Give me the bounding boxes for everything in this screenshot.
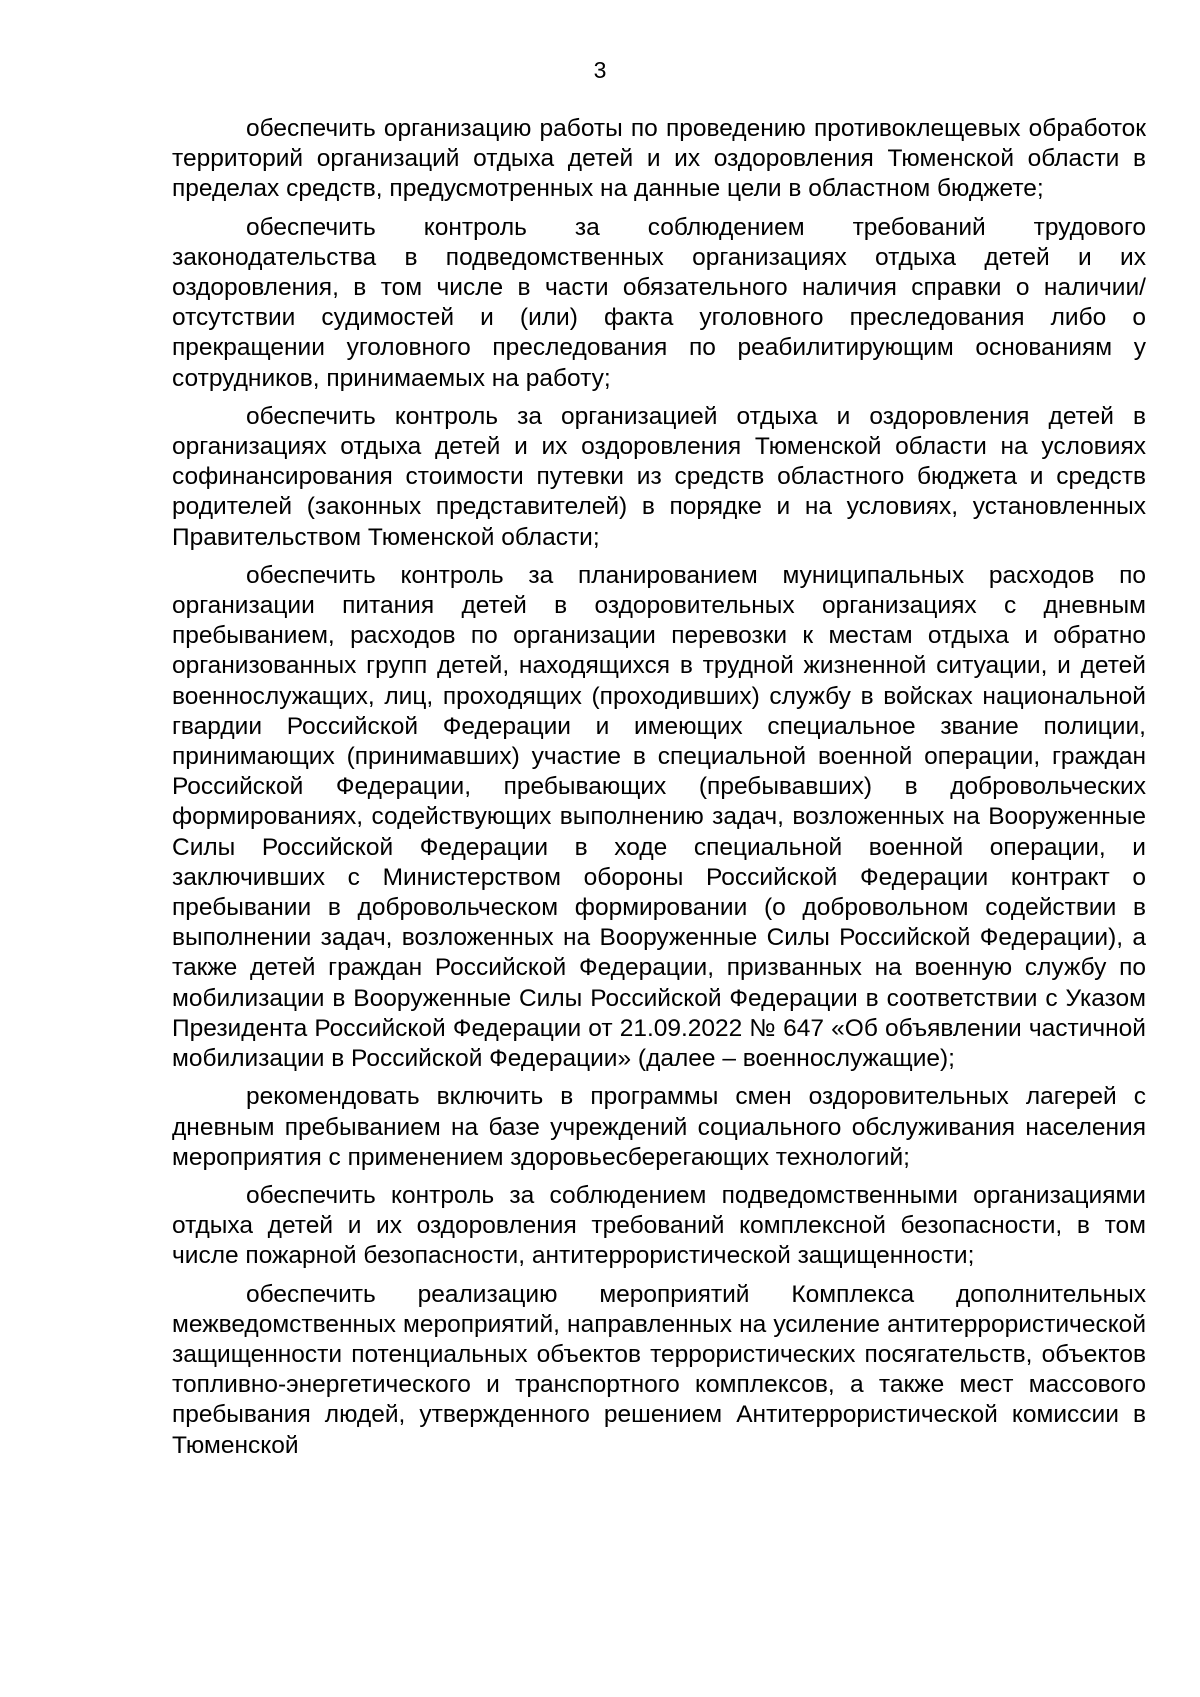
paragraph-municipal-expenses-control: обеспечить контроль за планированием муниципальных расходов по организации питания детей в оздоровительных организациях с дневным пребыванием, расходов по организации перевозки к местам отдыха и обратно организованных групп детей, находящихся в трудной жизненной ситуации, и детей военнослужащих, лиц, проходящих (проходивших) службу в войсках национальной гвардии Российской Федерации и имеющих специальное звание полиции, принимающих (принимавших) участие в специальной военной операции, граждан Российской Федерации, пребывающих (пребывавших) в добровольческих формированиях, содействующих выполнению задач, возложенных на Вооруженные Силы Российской Федерации в ходе специальной военной операции, и заключивших с Министерством обороны Российской Федерации контракт о пребывании в добровольческом формировании (о добровольном содействии в выполнении задач, возложенных на Вооруженные Силы Российской Федерации), а также детей граждан Российской Федерации, призванных на военную службу по мобилизации в Вооруженные Силы Российской Федерации в соответствии с Указом Президента Российской Федерации от 21.09.2022 № 647 «Об объявлении частичной мобилизации в Российской Федерации» (далее – военнослужащие); [172,561,1146,1073]
paragraph-antiterror-measures: обеспечить реализацию мероприятий Комплекса дополнительных межведомственных мероприятий, направленных на усиление антитеррористической защищенности потенциальных объектов террористических посягательств, объектов топливно-энергетического и транспортного комплексов, а также мест массового пребывания людей, утвержденного решением Антитеррористической комиссии в Тюменской [172,1280,1146,1459]
page-number: 3 [593,57,607,83]
paragraph-cofinancing-control: обеспечить контроль за организацией отдыха и оздоровления детей в организациях отдыха детей и их оздоровления Тюменской области на условиях софинансирования стоимости путевки из средств областного бюджета и средств родителей (законных представителей) в порядке и на условиях, установленных Правительством Тюменской области; [172,402,1146,551]
paragraph-tick-treatment: обеспечить организацию работы по проведению противоклещевых обработок территорий организаций отдыха детей и их оздоровления Тюменской области в пределах средств, предусмотренных на данные цели в областном бюджете; [172,115,1146,203]
paragraph-safety-control: обеспечить контроль за соблюдением подведомственными организациями отдыха детей и их оздоровления требований комплексной безопасности, в том числе пожарной безопасности, антитеррористической защищенности; [172,1181,1146,1270]
document-body [172,114,1146,1461]
paragraph-health-technologies: рекомендовать включить в программы смен оздоровительных лагерей с дневным пребыванием на базе учреждений социального обслуживания населения мероприятия с применением здоровьесберегающих технологий; [172,1083,1146,1171]
paragraph-labor-law-control: обеспечить контроль за соблюдением требований трудового законодательства в подведомственных организациях отдыха детей и их оздоровления, в том числе в части обязательного наличия справки о наличии/отсутствии судимостей и (или) факта уголовного преследования либо о прекращении уголовного преследования по реабилитирующим основаниям у сотрудников, принимаемых на работу; [172,213,1146,392]
